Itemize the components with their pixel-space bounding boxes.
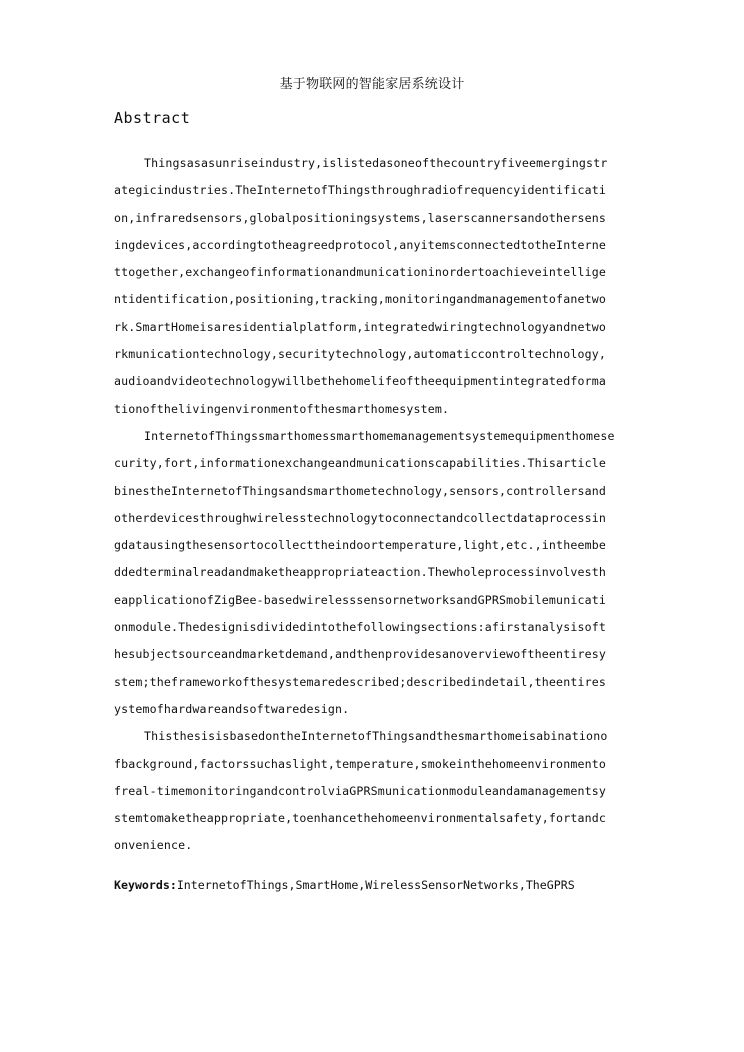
paragraph-line: ThisthesisisbasedontheInternetofThingsandthesmarthomeisabinationo: [144, 729, 608, 744]
paragraph-line: tionofthelivingenvironmentofthesmarthomesystem.: [114, 401, 450, 416]
abstract-paragraph: [114, 150, 636, 423]
paragraph-line: ategicindustries.TheInternetofThingsthroughradiofrequencyidentificati: [114, 183, 606, 198]
paragraph-line: onmodule.Thedesignisdividedintothefollowingsections:afirstanalysisoft: [114, 620, 606, 635]
paragraph-line: stem;theframeworkofthesystemaredescribed;describedindetail,theentires: [114, 674, 606, 689]
paragraph-line: ttogether,exchangeofinformationandmunicationinordertoachieveintellige: [114, 265, 606, 280]
abstract-paragraph: [114, 723, 636, 859]
paragraph-line: ntidentification,positioning,tracking,monitoringandmanagementofanetwo: [114, 292, 606, 307]
abstract-heading: Abstract: [114, 109, 191, 127]
paragraph-line: ystemofhardwareandsoftwaredesign.: [114, 701, 350, 716]
paragraph-line: binestheInternetofThingsandsmarthometechnology,sensors,controllersand: [114, 483, 606, 498]
paragraph-line: fbackground,factorssuchaslight,temperature,smokeinthehomeenvironmento: [114, 756, 606, 771]
paragraph-line: InternetofThingssmarthomessmarthomemanagementsystemequipmenthomese: [144, 428, 615, 443]
paragraph-line: otherdevicesthroughwirelesstechnologytoconnectandcollectdataprocessin: [114, 510, 606, 525]
paragraph-line: rk.SmartHomeisaresidentialplatform,integratedwiringtechnologyandnetwo: [114, 319, 606, 334]
paragraph-line: gdatausingthesensortocollecttheindoortemperature,light,etc.,intheembe: [114, 538, 606, 553]
paragraph-line: ddedterminalreadandmaketheappropriateaction.Thewholeprocessinvolvesth: [114, 565, 606, 580]
keywords-text: InternetofThings,SmartHome,WirelessSensorNetworks,TheGPRS: [176, 878, 575, 892]
document-title: 基于物联网的智能家居系统设计: [279, 77, 465, 92]
paragraph-line: audioandvideotechnologywillbethehomelifeoftheequipmentintegratedforma: [114, 374, 606, 389]
paragraph-line: onvenience.: [114, 838, 193, 853]
paragraph-line: ingdevices,accordingtotheagreedprotocol,anyitemsconnectedtotheInterne: [114, 237, 606, 252]
paragraph-line: rkmunicationtechnology,securitytechnology,automaticcontroltechnology,: [114, 347, 606, 362]
abstract-body: [114, 150, 636, 860]
paragraph-line: eapplicationofZigBee-basedwirelesssensornetworksandGPRSmobilemunicati: [114, 592, 606, 607]
paragraph-line: curity,fort,informationexchangeandmunicationscapabilities.Thisarticle: [114, 456, 606, 471]
paragraph-line: hesubjectsourceandmarketdemand,andthenprovidesanoverviewoftheentiresy: [114, 647, 606, 662]
keywords-line: [114, 878, 575, 892]
paragraph-line: on,infraredsensors,globalpositioningsystems,laserscannersandothersens: [114, 210, 606, 225]
paragraph-line: Thingsasasunriseindustry,islistedasoneofthecountryfiveemergingstr: [144, 156, 608, 170]
paragraph-line: stemtomaketheappropriate,toenhancethehomeenvironmentalsafety,fortandc: [114, 811, 606, 826]
abstract-paragraph: [114, 423, 636, 723]
keywords-label: Keywords:: [114, 878, 177, 892]
paragraph-line: freal-timemonitoringandcontrolviaGPRSmunicationmoduleandamanagementsy: [114, 783, 606, 798]
